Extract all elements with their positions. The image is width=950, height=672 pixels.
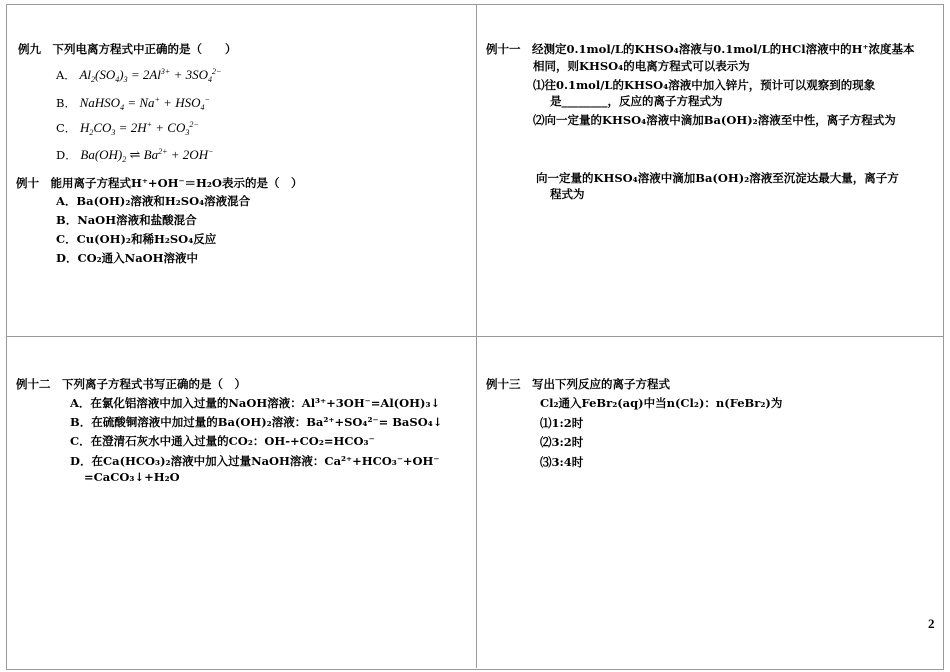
q13-subtitle: Cl₂通入FeBr₂(aq)中当n(Cl₂)：n(FeBr₂)为 [540,396,783,410]
q11-title-line2: 相同，则KHSO₄的电离方程式可以表示为 [533,59,750,73]
q10-option-d: D．CO₂通入NaOH溶液中 [56,251,199,265]
q10-option-c: C．Cu(OH)₂和稀H₂SO₄反应 [56,232,217,246]
q9-option-a-label: A． [56,68,76,82]
q9-option-a [56,68,221,82]
q10-option-a: A．Ba(OH)₂溶液和H₂SO₄溶液混合 [56,194,251,208]
q9-option-c-label: C． [56,121,77,135]
q12-option-b: B．在硫酸铜溶液中加过量的Ba(OH)₂溶液：Ba²⁺+SO₄²⁻= BaSO₄↓ [70,415,443,429]
page-number: 2 [928,616,935,631]
q13-item-3: ⑶3:4时 [540,455,584,469]
q9-option-c-equation: $H_2CO_3 = 2H^+ + CO_3^{2-}$ [79,120,199,137]
q11-part1-line2: 是________，反应的离子方程式为 [550,94,723,108]
q9-option-d-equation: $Ba(OH)_2$ ⇌ $Ba^{2+} + 2OH^-$ [80,147,214,164]
q9-option-b [56,96,210,110]
q11-title-line1: 例十一 经测定0.1mol/L的KHSO₄溶液与0.1mol/L的HCl溶液中的H⁺浓度基本 [486,42,915,56]
q13-item-1: ⑴1:2时 [540,416,584,430]
q11-part1-line1: ⑴往0.1mol/L的KHSO₄溶液中加入锌片，预计可以观察到的现象 [533,78,876,92]
q9-option-b-label: B． [56,96,76,110]
q9-option-d [56,148,214,162]
q12-option-c: C．在澄清石灰水中通入过量的CO₂：OH-+CO₂=HCO₃⁻ [70,434,375,448]
q13-item-2: ⑵3:2时 [540,435,584,449]
q12-option-d: D．在Ca(HCO₃)₂溶液中加入过量NaOH溶液：Ca²⁺+HCO₃⁻+OH⁻ [70,454,440,468]
q9-option-b-equation: NaHSO$_4$ = $Na^+ + HSO_4^-$ [79,95,210,112]
q12-option-a: A．在氯化铝溶液中加入过量的NaOH溶液：Al³⁺+3OH⁻=Al(OH)₃↓ [70,396,441,410]
q11-part2: ⑵向一定量的KHSO₄溶液中滴加Ba(OH)₂溶液至中性，离子方程式为 [533,113,896,127]
q10-option-b: B．NaOH溶液和盐酸混合 [56,213,197,227]
q9-title: 例九 下列电离方程式中正确的是（ ） [18,42,237,56]
q9-option-d-label: D． [56,148,77,162]
q10-title: 例十 能用离子方程式H⁺+OH⁻＝H₂O表示的是（ ） [16,176,303,190]
horizontal-divider [6,336,943,337]
q9-option-c [56,121,199,135]
q11-part3-line1: 向一定量的KHSO₄溶液中滴加Ba(OH)₂溶液至沉淀达最大量，离子方 [536,171,899,185]
q13-title: 例十三 写出下列反应的离子方程式 [486,377,670,391]
q11-part3-line2: 程式为 [550,187,585,201]
q9-option-a-equation: $Al_2(SO_4)_3 = 2Al^{3+} + 3SO_4^{2-}$ [79,67,222,84]
q12-title: 例十二 下列离子方程式书写正确的是（ ） [16,377,246,391]
q12-option-d-cont: =CaCO₃↓+H₂O [84,470,180,484]
